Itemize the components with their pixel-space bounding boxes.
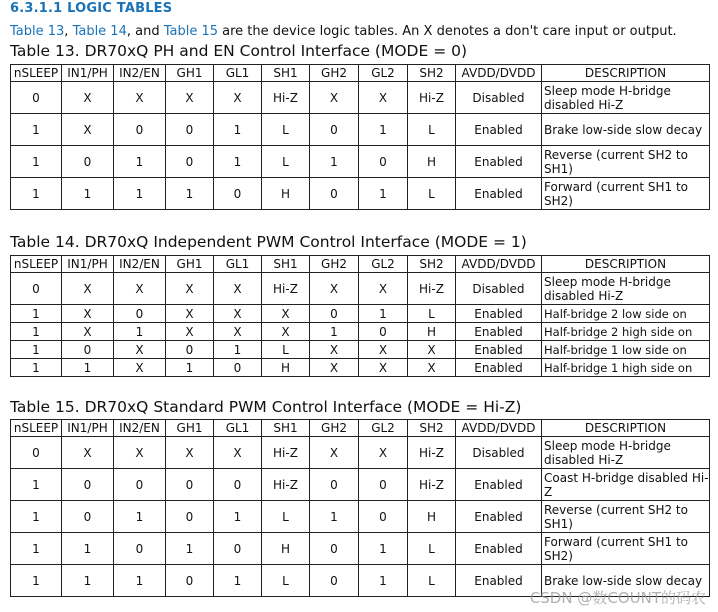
col-nsleep-header: nSLEEP	[11, 256, 62, 273]
col-gh1-header: GH1	[166, 420, 214, 437]
description-cell: Half-bridge 1 high side on	[542, 359, 710, 377]
sh2-cell: Hi-Z	[408, 437, 456, 469]
description-cell: Reverse (current SH2 to SH1)	[542, 501, 710, 533]
in2-en-cell: X	[114, 273, 166, 305]
col-avdd-dvdd-header: AVDD/DVDD	[456, 420, 542, 437]
description-cell: Brake low-side slow decay	[542, 114, 710, 146]
in1-ph-cell: 1	[62, 565, 114, 597]
gl2-cell: X	[359, 359, 408, 377]
description-cell: Sleep mode H-bridge disabled Hi-Z	[542, 273, 710, 305]
table-15	[10, 419, 710, 597]
table-row	[11, 501, 710, 533]
gh1-cell: X	[166, 437, 214, 469]
gh2-cell: 0	[310, 469, 359, 501]
in2-en-cell: 1	[114, 178, 166, 210]
table-row	[11, 114, 710, 146]
gh1-cell: 1	[166, 533, 214, 565]
sh1-cell: L	[262, 341, 310, 359]
gh1-cell: X	[166, 305, 214, 323]
avdd-dvdd-cell: Enabled	[456, 178, 542, 210]
table-15-link[interactable]: Table 15	[163, 24, 219, 39]
in1-ph-cell: X	[62, 437, 114, 469]
col-gl1-header: GL1	[214, 420, 262, 437]
col-description-header: DESCRIPTION	[542, 65, 710, 82]
col-gh2-header: GH2	[310, 65, 359, 82]
description-cell: Brake low-side slow decay	[542, 565, 710, 597]
nsleep-cell: 1	[11, 359, 62, 377]
gl1-cell: X	[214, 82, 262, 114]
sh1-cell: H	[262, 178, 310, 210]
avdd-dvdd-cell: Enabled	[456, 341, 542, 359]
col-sh2-header: SH2	[408, 65, 456, 82]
in2-en-cell: X	[114, 82, 166, 114]
table-row	[11, 146, 710, 178]
table-15-caption: Table 15. DR70xQ Standard PWM Control Interface (MODE = Hi-Z)	[10, 398, 522, 416]
nsleep-cell: 1	[11, 305, 62, 323]
sh2-cell: H	[408, 146, 456, 178]
avdd-dvdd-cell: Enabled	[456, 359, 542, 377]
col-in2-en-header: IN2/EN	[114, 256, 166, 273]
table-row	[11, 437, 710, 469]
description-cell: Sleep mode H-bridge disabled Hi-Z	[542, 82, 710, 114]
sh2-cell: Hi-Z	[408, 469, 456, 501]
sh1-cell: Hi-Z	[262, 273, 310, 305]
gh2-cell: 1	[310, 323, 359, 341]
col-in1-ph-header: IN1/PH	[62, 420, 114, 437]
avdd-dvdd-cell: Disabled	[456, 437, 542, 469]
col-description-header: DESCRIPTION	[542, 256, 710, 273]
gh2-cell: X	[310, 341, 359, 359]
in1-ph-cell: X	[62, 305, 114, 323]
col-gl1-header: GL1	[214, 65, 262, 82]
gl1-cell: 0	[214, 533, 262, 565]
sh1-cell: H	[262, 359, 310, 377]
nsleep-cell: 1	[11, 533, 62, 565]
gl2-cell: 0	[359, 146, 408, 178]
gh2-cell: X	[310, 437, 359, 469]
avdd-dvdd-cell: Enabled	[456, 565, 542, 597]
intro-text: are the device logic tables. An X denotes a don't care input or output.	[218, 24, 677, 39]
gl1-cell: X	[214, 323, 262, 341]
in2-en-cell: 0	[114, 533, 166, 565]
gl2-cell: X	[359, 82, 408, 114]
gh2-cell: 1	[310, 501, 359, 533]
col-nsleep-header: nSLEEP	[11, 420, 62, 437]
col-in2-en-header: IN2/EN	[114, 420, 166, 437]
table-row	[11, 82, 710, 114]
gh2-cell: 0	[310, 305, 359, 323]
sh1-cell: Hi-Z	[262, 469, 310, 501]
in2-en-cell: X	[114, 359, 166, 377]
description-cell: Half-bridge 1 low side on	[542, 341, 710, 359]
in2-en-cell: 0	[114, 469, 166, 501]
gl2-cell: 0	[359, 501, 408, 533]
description-cell: Half-bridge 2 high side on	[542, 323, 710, 341]
gl2-cell: 1	[359, 533, 408, 565]
in1-ph-cell: X	[62, 273, 114, 305]
col-gh2-header: GH2	[310, 420, 359, 437]
gh1-cell: 1	[166, 178, 214, 210]
header-row	[11, 65, 710, 82]
in1-ph-cell: 1	[62, 533, 114, 565]
table-row	[11, 533, 710, 565]
gh2-cell: X	[310, 82, 359, 114]
sh1-cell: L	[262, 565, 310, 597]
col-sh1-header: SH1	[262, 65, 310, 82]
sh2-cell: L	[408, 114, 456, 146]
table-row	[11, 341, 710, 359]
gh1-cell: 0	[166, 565, 214, 597]
col-sh1-header: SH1	[262, 420, 310, 437]
gl1-cell: X	[214, 437, 262, 469]
table-row	[11, 469, 710, 501]
gl2-cell: 1	[359, 114, 408, 146]
gl1-cell: 1	[214, 565, 262, 597]
gh1-cell: X	[166, 273, 214, 305]
nsleep-cell: 0	[11, 82, 62, 114]
col-avdd-dvdd-header: AVDD/DVDD	[456, 256, 542, 273]
sh2-cell: Hi-Z	[408, 82, 456, 114]
avdd-dvdd-cell: Disabled	[456, 273, 542, 305]
gl2-cell: 1	[359, 305, 408, 323]
description-cell: Coast H-bridge disabled Hi-Z	[542, 469, 710, 501]
header-row	[11, 256, 710, 273]
gh1-cell: 0	[166, 469, 214, 501]
gh1-cell: 0	[166, 341, 214, 359]
sh2-cell: L	[408, 533, 456, 565]
sh2-cell: H	[408, 323, 456, 341]
col-gl2-header: GL2	[359, 420, 408, 437]
avdd-dvdd-cell: Enabled	[456, 305, 542, 323]
table-row	[11, 359, 710, 377]
nsleep-cell: 1	[11, 114, 62, 146]
sh2-cell: H	[408, 501, 456, 533]
col-in1-ph-header: IN1/PH	[62, 256, 114, 273]
description-cell: Half-bridge 2 low side on	[542, 305, 710, 323]
sh2-cell: L	[408, 178, 456, 210]
col-sh2-header: SH2	[408, 256, 456, 273]
col-in1-ph-header: IN1/PH	[62, 65, 114, 82]
sh1-cell: L	[262, 146, 310, 178]
in2-en-cell: 1	[114, 323, 166, 341]
avdd-dvdd-cell: Enabled	[456, 114, 542, 146]
col-in2-en-header: IN2/EN	[114, 65, 166, 82]
gl2-cell: 0	[359, 323, 408, 341]
sh1-cell: X	[262, 323, 310, 341]
nsleep-cell: 1	[11, 501, 62, 533]
sh1-cell: X	[262, 305, 310, 323]
in2-en-cell: 1	[114, 146, 166, 178]
description-cell: Forward (current SH1 to SH2)	[542, 533, 710, 565]
in2-en-cell: X	[114, 341, 166, 359]
gl1-cell: X	[214, 305, 262, 323]
avdd-dvdd-cell: Enabled	[456, 533, 542, 565]
sh2-cell: X	[408, 359, 456, 377]
in1-ph-cell: X	[62, 323, 114, 341]
in1-ph-cell: 0	[62, 341, 114, 359]
sh2-cell: L	[408, 565, 456, 597]
gh2-cell: X	[310, 359, 359, 377]
col-gl1-header: GL1	[214, 256, 262, 273]
description-cell: Sleep mode H-bridge disabled Hi-Z	[542, 437, 710, 469]
col-gl2-header: GL2	[359, 65, 408, 82]
description-cell: Forward (current SH1 to SH2)	[542, 178, 710, 210]
header-row	[11, 420, 710, 437]
table-13-link[interactable]: Table 13	[10, 24, 65, 39]
sh1-cell: L	[262, 114, 310, 146]
col-description-header: DESCRIPTION	[542, 420, 710, 437]
nsleep-cell: 1	[11, 469, 62, 501]
sh2-cell: X	[408, 341, 456, 359]
avdd-dvdd-cell: Enabled	[456, 469, 542, 501]
in1-ph-cell: 1	[62, 359, 114, 377]
nsleep-cell: 1	[11, 341, 62, 359]
nsleep-cell: 1	[11, 323, 62, 341]
sh2-cell: Hi-Z	[408, 273, 456, 305]
table-14-link[interactable]: Table 14	[72, 24, 127, 39]
gl2-cell: X	[359, 341, 408, 359]
gl1-cell: 1	[214, 114, 262, 146]
nsleep-cell: 1	[11, 565, 62, 597]
avdd-dvdd-cell: Disabled	[456, 82, 542, 114]
gl1-cell: 0	[214, 469, 262, 501]
col-gh1-header: GH1	[166, 65, 214, 82]
csdn-watermark: CSDN @数COUNT的码农	[529, 589, 706, 607]
gl1-cell: 1	[214, 146, 262, 178]
table-row	[11, 323, 710, 341]
table-14-caption: Table 14. DR70xQ Independent PWM Control Interface (MODE = 1)	[10, 233, 527, 251]
nsleep-cell: 0	[11, 273, 62, 305]
col-gl2-header: GL2	[359, 256, 408, 273]
table-row	[11, 178, 710, 210]
table-row	[11, 273, 710, 305]
gh2-cell: 0	[310, 533, 359, 565]
nsleep-cell: 1	[11, 146, 62, 178]
gl2-cell: 1	[359, 178, 408, 210]
avdd-dvdd-cell: Enabled	[456, 146, 542, 178]
gl1-cell: 0	[214, 178, 262, 210]
gh1-cell: 1	[166, 359, 214, 377]
intro-separator: , and	[126, 24, 164, 39]
gl1-cell: 1	[214, 341, 262, 359]
gh2-cell: 0	[310, 114, 359, 146]
intro-paragraph	[10, 24, 677, 39]
gl1-cell: X	[214, 273, 262, 305]
avdd-dvdd-cell: Enabled	[456, 501, 542, 533]
gl1-cell: 1	[214, 501, 262, 533]
intro-separator: ,	[64, 24, 73, 39]
table-13-caption: Table 13. DR70xQ PH and EN Control Interface (MODE = 0)	[10, 42, 468, 60]
gl2-cell: X	[359, 273, 408, 305]
section-heading: 6.3.1.1 LOGIC TABLES	[10, 1, 173, 16]
in1-ph-cell: 1	[62, 178, 114, 210]
gl2-cell: 1	[359, 565, 408, 597]
in1-ph-cell: 0	[62, 146, 114, 178]
sh1-cell: H	[262, 533, 310, 565]
in2-en-cell: X	[114, 437, 166, 469]
sh2-cell: L	[408, 305, 456, 323]
gh2-cell: 0	[310, 178, 359, 210]
gh2-cell: 0	[310, 565, 359, 597]
in1-ph-cell: 0	[62, 501, 114, 533]
gh2-cell: X	[310, 273, 359, 305]
avdd-dvdd-cell: Enabled	[456, 323, 542, 341]
in2-en-cell: 1	[114, 565, 166, 597]
in2-en-cell: 0	[114, 305, 166, 323]
table-row	[11, 305, 710, 323]
description-cell: Reverse (current SH2 to SH1)	[542, 146, 710, 178]
gl1-cell: 0	[214, 359, 262, 377]
col-sh1-header: SH1	[262, 256, 310, 273]
gl2-cell: X	[359, 437, 408, 469]
sh1-cell: Hi-Z	[262, 437, 310, 469]
gh1-cell: 0	[166, 146, 214, 178]
sh1-cell: Hi-Z	[262, 82, 310, 114]
table-13	[10, 64, 710, 210]
gh1-cell: X	[166, 323, 214, 341]
gh1-cell: 0	[166, 114, 214, 146]
in1-ph-cell: X	[62, 82, 114, 114]
sh1-cell: L	[262, 501, 310, 533]
col-gh1-header: GH1	[166, 256, 214, 273]
col-nsleep-header: nSLEEP	[11, 65, 62, 82]
nsleep-cell: 1	[11, 178, 62, 210]
in1-ph-cell: X	[62, 114, 114, 146]
gh1-cell: 0	[166, 501, 214, 533]
gh2-cell: 1	[310, 146, 359, 178]
nsleep-cell: 0	[11, 437, 62, 469]
in1-ph-cell: 0	[62, 469, 114, 501]
col-sh2-header: SH2	[408, 420, 456, 437]
gl2-cell: 0	[359, 469, 408, 501]
col-gh2-header: GH2	[310, 256, 359, 273]
col-avdd-dvdd-header: AVDD/DVDD	[456, 65, 542, 82]
gh1-cell: X	[166, 82, 214, 114]
in2-en-cell: 1	[114, 501, 166, 533]
in2-en-cell: 0	[114, 114, 166, 146]
table-14	[10, 255, 710, 377]
